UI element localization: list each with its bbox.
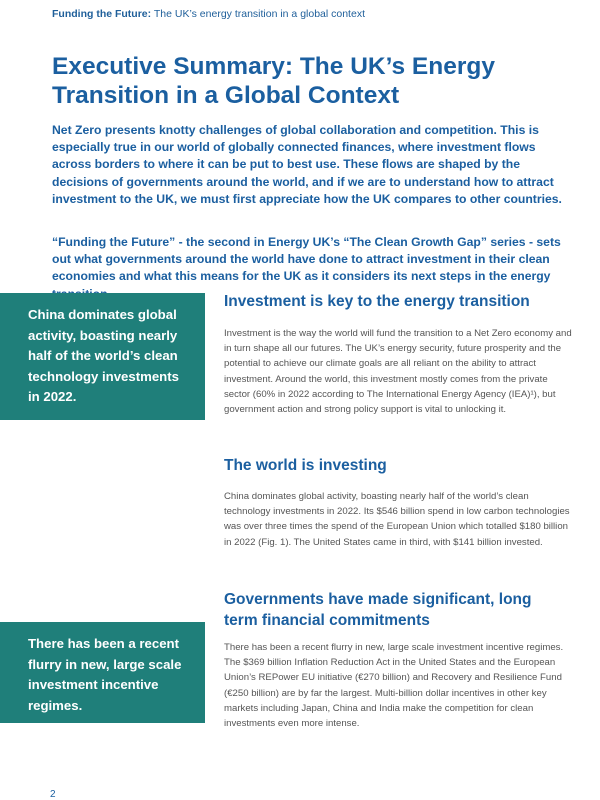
callout-box-china: China dominates global activity, boasting nearly half of the world’s clean technology investments in 2022.	[0, 293, 205, 420]
intro-paragraph-1: Net Zero presents knotty challenges of global collaboration and competition. This is especially true in our world of globally connected finances, where investment flows across borders to where it can be put to best use. These flows are shaped by the decisions of governments around the world, and if we are to understand how to attract investment to the UK, we must first appreciate how the UK compares to other countries.	[52, 123, 562, 206]
section-body-investment: Investment is the way the world will fund the transition to a Net Zero economy and in turn shape all our futures. The UK’s energy security, future prosperity and the potential to achieve our climate goals are all reliant on the ability to attract investment. Around the world, this investment mostly comes from the private sector (60% in 2022 according to The International Energy Agency (IEA)¹), but government action and strong policy support is vital to unlocking it.	[224, 328, 572, 416]
page-title: Executive Summary: The UK’s Energy Transition in a Global Context	[52, 53, 495, 109]
running-header	[52, 8, 365, 20]
page-number: 2	[50, 789, 56, 800]
section-heading-investment: Investment is key to the energy transition	[224, 293, 530, 310]
section-body-world-investing: China dominates global activity, boasting nearly half of the world’s clean technology investments in 2022. Its $546 billion spend in low carbon technologies was over three times the spend of the European Union which totalled $180 billion in 2022 (Fig. 1). The United States came in third, with $141 billion invested.	[224, 491, 570, 548]
running-header-subtitle: The UK’s energy transition in a global context	[153, 8, 365, 20]
section-heading-commitments: Governments have made significant, long term financial commitments	[224, 591, 532, 629]
intro-paragraph-2: “Funding the Future” - the second in Energy UK’s “The Clean Growth Gap” series - sets out what governments around the world have done to attract investment in their clean economies and what this means for the UK as it considers its next steps in the energy	[52, 235, 561, 284]
callout-box-incentives: There has been a recent flurry in new, large scale investment incentive regimes.	[0, 622, 205, 723]
section-heading-world-investing: The world is investing	[224, 457, 387, 474]
running-header-label: Funding the Future:	[52, 8, 152, 20]
section-body-commitments: There has been a recent flurry in new, large scale investment incentive regimes. The $369 billion Inflation Reduction Act in the United States and the European Union’s REPower EU initiative (€270 billion) and Recovery and Resilience Fund (€250 billion) are by far the largest. Multi-billion dollar incentives in other key markets including Japan, China and India make the competition for clean investments even more intense.	[224, 642, 564, 730]
